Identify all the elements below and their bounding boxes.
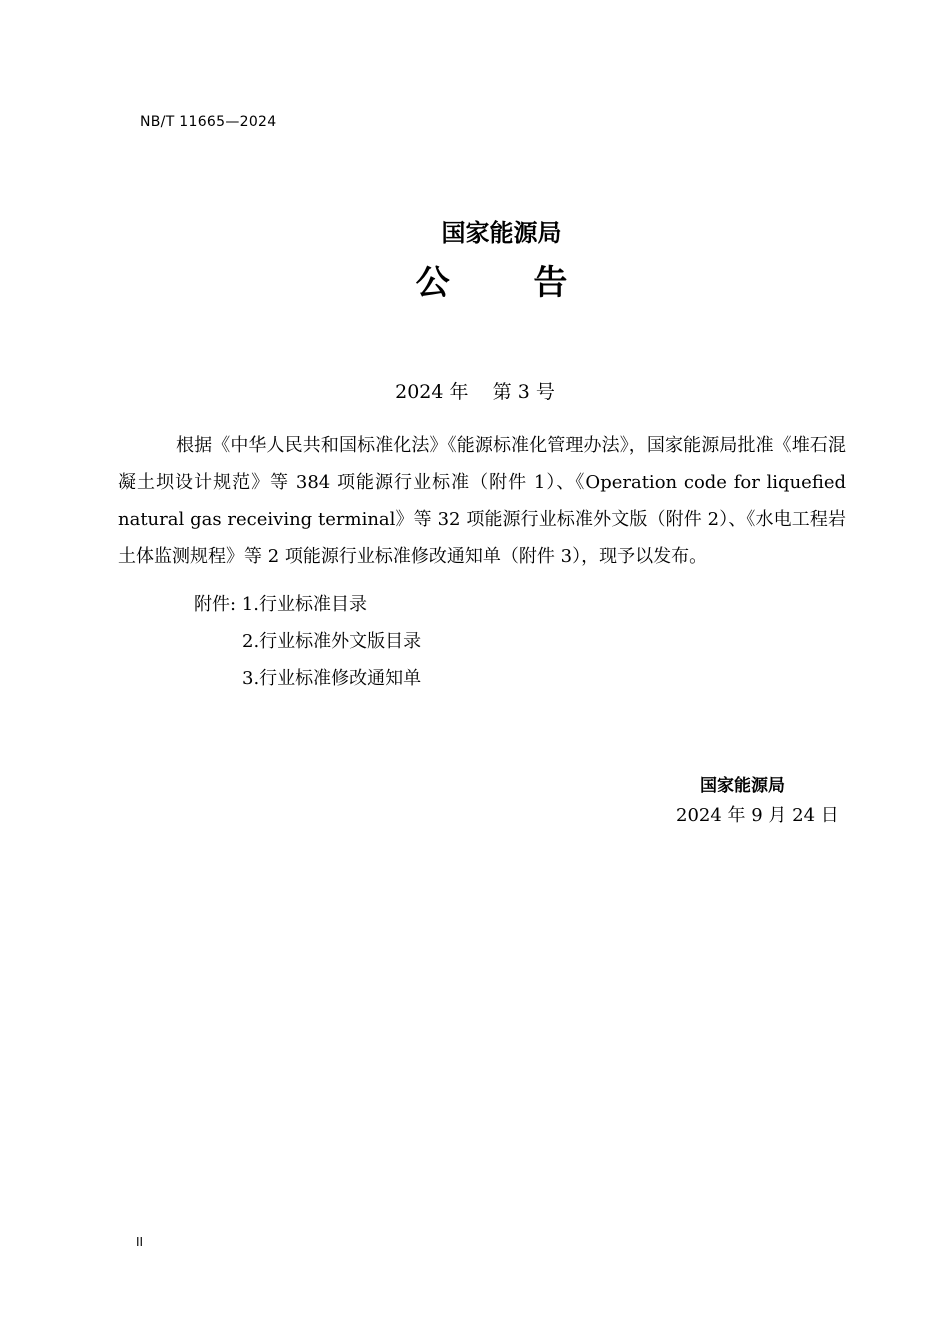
attachment-item-1 — [194, 586, 421, 623]
document-type-title: 公 告 — [415, 263, 604, 303]
standard-code: NB/T 11665—2024 — [140, 114, 277, 130]
attachment-item-label: 1.行业标准目录 — [241, 594, 367, 615]
attachment-item-3 — [194, 660, 421, 697]
attachment-item-label: 2.行业标准外文版目录 — [242, 631, 422, 652]
announcement-body: 根据《中华人民共和国标准化法》《能源标准化管理办法》，国家能源局批准《堆石混凝土坝设计规范》等 384 项能源行业标准（附件 1）、《Operation code for liquefied natural gas receiving terminal》等 32 项能源行业标准外文版（附件 2）、《水电工程岩土体监测规程》等 2 项能源行业标准修改通知单（附件 3），现予以发布。 — [118, 435, 846, 567]
attachment-item-2 — [194, 623, 421, 660]
attachment-item-label: 3.行业标准修改通知单 — [242, 668, 422, 689]
document-number: 2024 年 第 3 号 — [395, 381, 555, 403]
attachments-label: 附件: — [194, 594, 242, 615]
signature-organization: 国家能源局 — [700, 776, 785, 796]
attachments-list — [194, 586, 421, 697]
signature-date: 2024 年 9 月 24 日 — [676, 805, 839, 826]
page-number: II — [136, 1235, 144, 1249]
issuer-title: 国家能源局 — [441, 219, 562, 247]
